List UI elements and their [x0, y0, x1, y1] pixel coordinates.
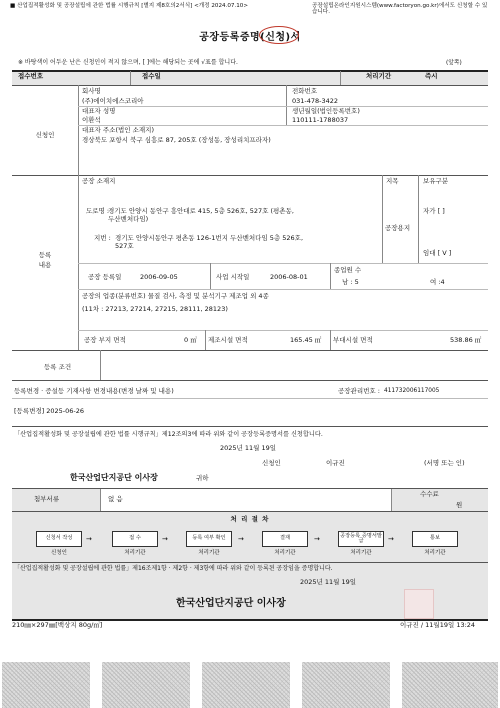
address-label: 대표자 주소(법인 소재지) [82, 126, 154, 134]
employees-male: 남 : 5 [342, 278, 359, 286]
employees-female: 여 :4 [430, 278, 445, 286]
address-value: 경상북도 포항시 북구 심흥로 87, 205호 (장성동, 장성리치프라자) [82, 136, 271, 144]
applicant-sign-name: 이규진 [326, 459, 345, 467]
receipt-number-label: 접수번호 [18, 72, 44, 80]
page-title: 공장등록증명(신청)서 [199, 32, 301, 43]
lot-address-line-2: 527호 [115, 242, 134, 250]
road-address-line-1: 경기도 안양시 동안구 흥안대로 415, 5층 526호, 527호 (평촌동, [108, 207, 294, 215]
addressee-honorific: 귀하 [196, 474, 209, 482]
industry-line-2: (11차 : 27213, 27214, 27215, 28111, 28123) [82, 305, 228, 313]
representative-label: 대표자 성명 [82, 107, 116, 115]
step-actor: 신청인 [51, 550, 67, 556]
step-actor: 처리기관 [274, 550, 296, 556]
receipt-row [12, 71, 488, 85]
registration-date-value: 2006-09-05 [140, 273, 178, 281]
management-number-label: 공장관리번호 : [338, 387, 380, 395]
registration-section-label-1: 등록 [38, 251, 52, 259]
auxiliary-area-label: 부대시설 면적 [333, 336, 373, 344]
step-application: 신청서 작성 [36, 531, 82, 547]
step-actor: 처리기관 [350, 550, 372, 556]
conditions-label: 등록 조건 [44, 363, 72, 371]
arrow-icon: → [162, 535, 168, 543]
auxiliary-area-value: 538.86 ㎡ [450, 336, 482, 344]
road-address-line-2: 두산벤처다임) [108, 215, 149, 223]
official-seal [404, 589, 434, 619]
representative-value: 이환석 [82, 116, 101, 124]
applicant-sign-label: 신청인 [262, 459, 281, 467]
step-approval: 결재 [262, 531, 308, 547]
step-issuance: 공장등록 증명서발급 [338, 531, 384, 547]
start-date-label: 사업 시작일 [216, 273, 250, 281]
management-number-value: 411732006117005 [384, 388, 440, 394]
certification-issuer: 한국산업단지공단 이사장 [176, 598, 286, 609]
step-check: 등록 여부 확인 [186, 531, 232, 547]
step-actor: 처리기관 [424, 550, 446, 556]
arrow-icon: → [314, 535, 320, 543]
lot-address-line-1: 경기도 안양시동안구 평촌동 126-1번지 두산벤처다임 5층 526호, [115, 234, 304, 242]
change-entry: [등록변경] 2025-06-26 [14, 407, 85, 415]
arrow-icon: → [238, 535, 244, 543]
addressee: 한국산업단지공단 이사장 [70, 473, 158, 482]
birth-value: 110111-1788037 [292, 116, 349, 124]
manufacturing-area-label: 제조시설 면적 [208, 336, 248, 344]
ownership-label: 보유구분 [423, 177, 449, 185]
fee-label: 수수료 [420, 490, 439, 498]
security-pattern [202, 662, 290, 708]
certification-text: 「산업집적활성화 및 공장설립에 관한 법률」제16조제1항 · 제2항 · 제3항에 따라 위와 같이 등록된 공장임을 증명합니다. [14, 565, 333, 572]
change-history-label: 등록변경 · 증설등 기재사항 변경내용(변경 날짜 및 내용) [14, 387, 174, 395]
industry-line-1: 공장의 업종(분류번호) 물질 검사, 측정 및 분석기구 제조업 외 4종 [82, 292, 269, 300]
law-reference: ■ 산업집적활성화 및 공장설립에 관한 법률 시행규칙 [별지 제8호의2서식] <개정 2024.07.10> [10, 3, 249, 9]
phone-value: 031-478-3422 [292, 97, 339, 105]
processing-period-label: 처리기간 [366, 72, 392, 80]
factory-location-label: 공장 소재지 [82, 177, 116, 185]
security-pattern [2, 662, 90, 708]
land-category-value: 공장용지 [385, 224, 411, 232]
site-area-value: 0 ㎡ [184, 336, 197, 344]
attachments-value: 없 음 [108, 495, 123, 503]
registration-section-label-2: 내용 [38, 261, 52, 269]
online-site-note: 공장설립온라인지원시스템(www.factoryon.go.kr)에서도 신청할 수 있습니다. [312, 3, 488, 16]
phone-label: 전화번호 [292, 87, 318, 95]
security-pattern [102, 662, 190, 708]
site-area-label: 공장 부지 면적 [84, 336, 126, 344]
birth-label: 생년월일(법인등록번호) [292, 107, 360, 115]
arrow-icon: → [86, 535, 92, 543]
signature-placeholder: (서명 또는 인) [424, 459, 465, 467]
processing-period-value: 즉시 [425, 72, 438, 80]
step-actor: 처리기관 [198, 550, 220, 556]
fee-value: 원 [456, 501, 463, 509]
land-category-label: 지목 [386, 177, 399, 185]
company-value: (주)에이치에스코리아 [82, 97, 144, 105]
step-notification: 통보 [412, 531, 458, 547]
road-address-label: 도로명 : [86, 207, 110, 215]
step-receipt: 접 수 [112, 531, 158, 547]
paper-spec: 210㎜×297㎜[백상지 80g/㎡] [12, 621, 103, 629]
declaration-text: 「산업집적활성화 및 공장설립에 관한 법률 시행규칙」제12조의3에 따라 위와 같이 공장등록증명서를 신청합니다. [14, 431, 323, 438]
applicant-section-label: 신청인 [35, 131, 55, 139]
company-label: 회사명 [82, 87, 101, 95]
declaration-date: 2025년 11월 19일 [220, 444, 277, 452]
receipt-date-label: 접수일 [142, 72, 161, 80]
procedure-title: 처 리 절 차 [230, 515, 270, 523]
title-circle-mark [259, 26, 299, 44]
step-actor: 처리기관 [124, 550, 146, 556]
start-date-value: 2006-08-01 [270, 273, 308, 281]
employees-label: 종업원 수 [334, 266, 362, 274]
arrow-icon: → [388, 535, 394, 543]
page-side: (앞쪽) [446, 60, 462, 66]
print-stamp: 이규진 / 11월19일 13:24 [400, 621, 476, 629]
manufacturing-area-value: 165.45 ㎡ [290, 336, 322, 344]
certification-date: 2025년 11월 19일 [300, 578, 357, 586]
security-pattern [302, 662, 390, 708]
ownership-own-option: 자가 [ ] [423, 207, 445, 215]
security-pattern [402, 662, 498, 708]
instruction-note: ※ 바탕색이 어두운 난은 신청인이 적지 않으며, [ ]에는 해당되는 곳에 √표를 합니다. [18, 59, 238, 66]
attachments-label: 첨부서류 [34, 495, 60, 503]
ownership-lease-option: 임대 [ V ] [423, 249, 452, 257]
registration-date-label: 공장 등록일 [88, 273, 122, 281]
lot-address-label: 지번 : [94, 234, 111, 242]
